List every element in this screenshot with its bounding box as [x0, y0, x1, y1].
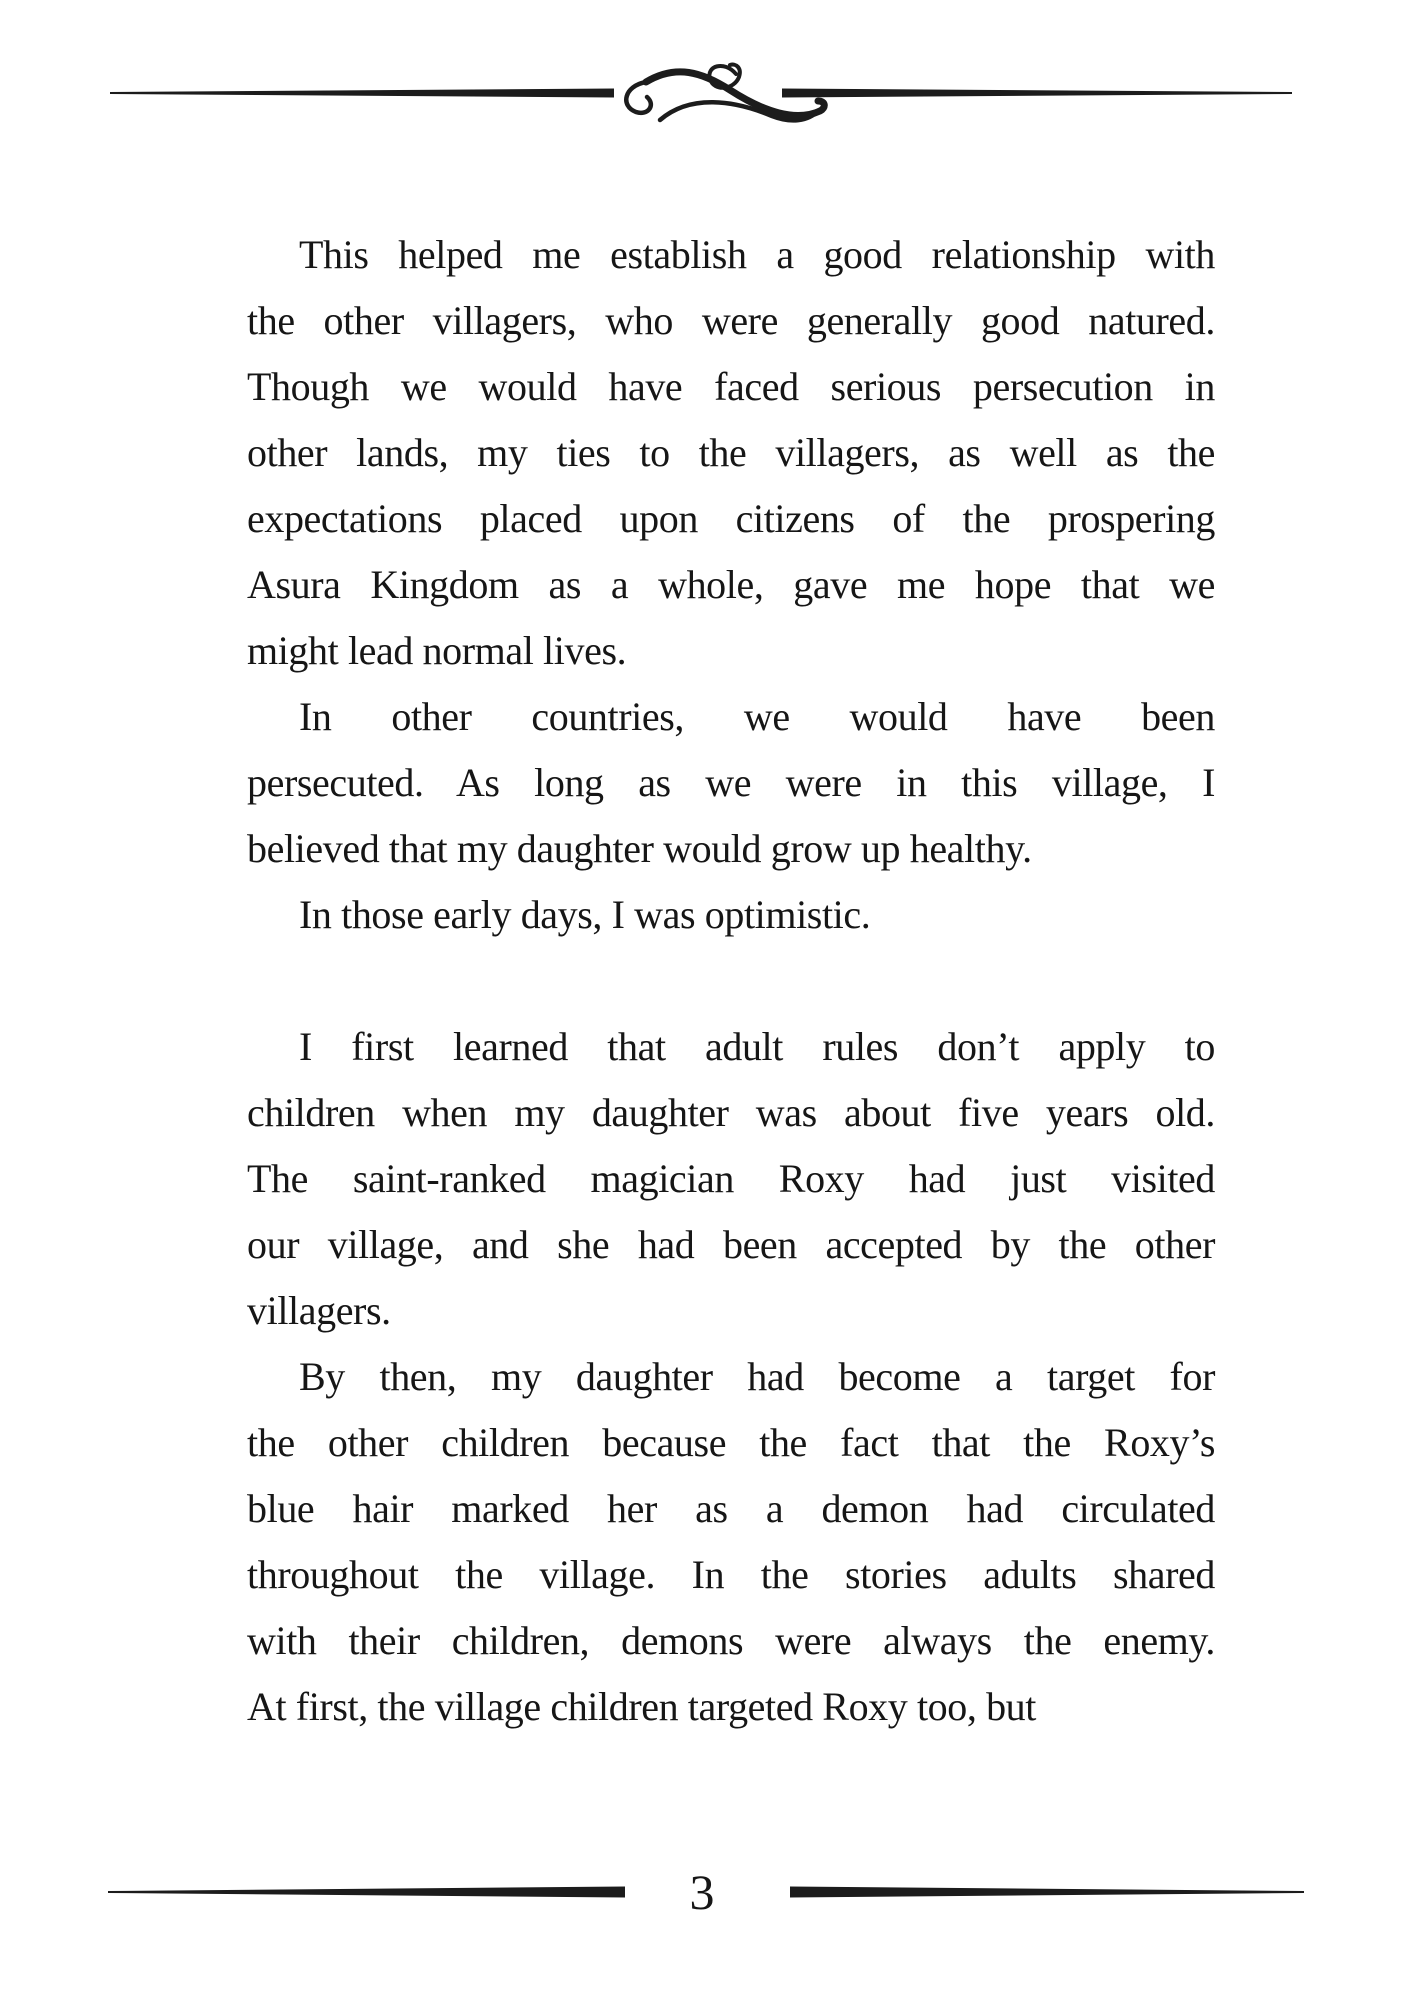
text-line: might lead normal lives. [247, 628, 627, 673]
body-text [247, 222, 1215, 1740]
text-line: the other children because the fact that the Roxy’s [247, 1420, 1215, 1465]
text-line: our village, and she had been accepted by the other [247, 1222, 1215, 1267]
paragraph [247, 222, 1215, 684]
text-line: This helped me establish a good relationship with [299, 232, 1215, 277]
text-line: I first learned that adult rules don’t apply to [299, 1024, 1215, 1069]
text-line: At first, the village children targeted Roxy too, but [247, 1684, 1036, 1729]
text-line: blue hair marked her as a demon had circulated [247, 1486, 1215, 1531]
text-line: children when my daughter was about five years old. [247, 1090, 1215, 1135]
text-line: The saint-ranked magician Roxy had just visited [247, 1156, 1215, 1201]
text-line: with their children, demons were always the enemy. [247, 1618, 1215, 1663]
page-number: 3 [689, 1864, 715, 1920]
text-line: In other countries, we would have been [299, 694, 1215, 739]
text-line: In those early days, I was optimistic. [299, 892, 871, 937]
paragraph [247, 1014, 1215, 1344]
header-divider [0, 56, 1404, 136]
paragraph [247, 1344, 1215, 1740]
left-rule-icon [110, 89, 614, 98]
text-line: By then, my daughter had become a target for [299, 1354, 1215, 1399]
text-line: villagers. [247, 1288, 391, 1333]
text-line: Though we would have faced serious persecution in [247, 364, 1215, 409]
text-line: persecuted. As long as we were in this village, I [247, 760, 1215, 805]
text-line: believed that my daughter would grow up healthy. [247, 826, 1032, 871]
text-line: Asura Kingdom as a whole, gave me hope that we [247, 562, 1215, 607]
right-rule-icon [782, 89, 1292, 98]
paragraph [247, 684, 1215, 882]
text-line: the other villagers, who were generally good natured. [247, 298, 1215, 343]
text-line: throughout the village. In the stories adults shared [247, 1552, 1215, 1597]
text-line: other lands, my ties to the villagers, as well as the [247, 430, 1215, 475]
text-line: expectations placed upon citizens of the prospering [247, 496, 1215, 541]
paragraph [247, 882, 1215, 948]
